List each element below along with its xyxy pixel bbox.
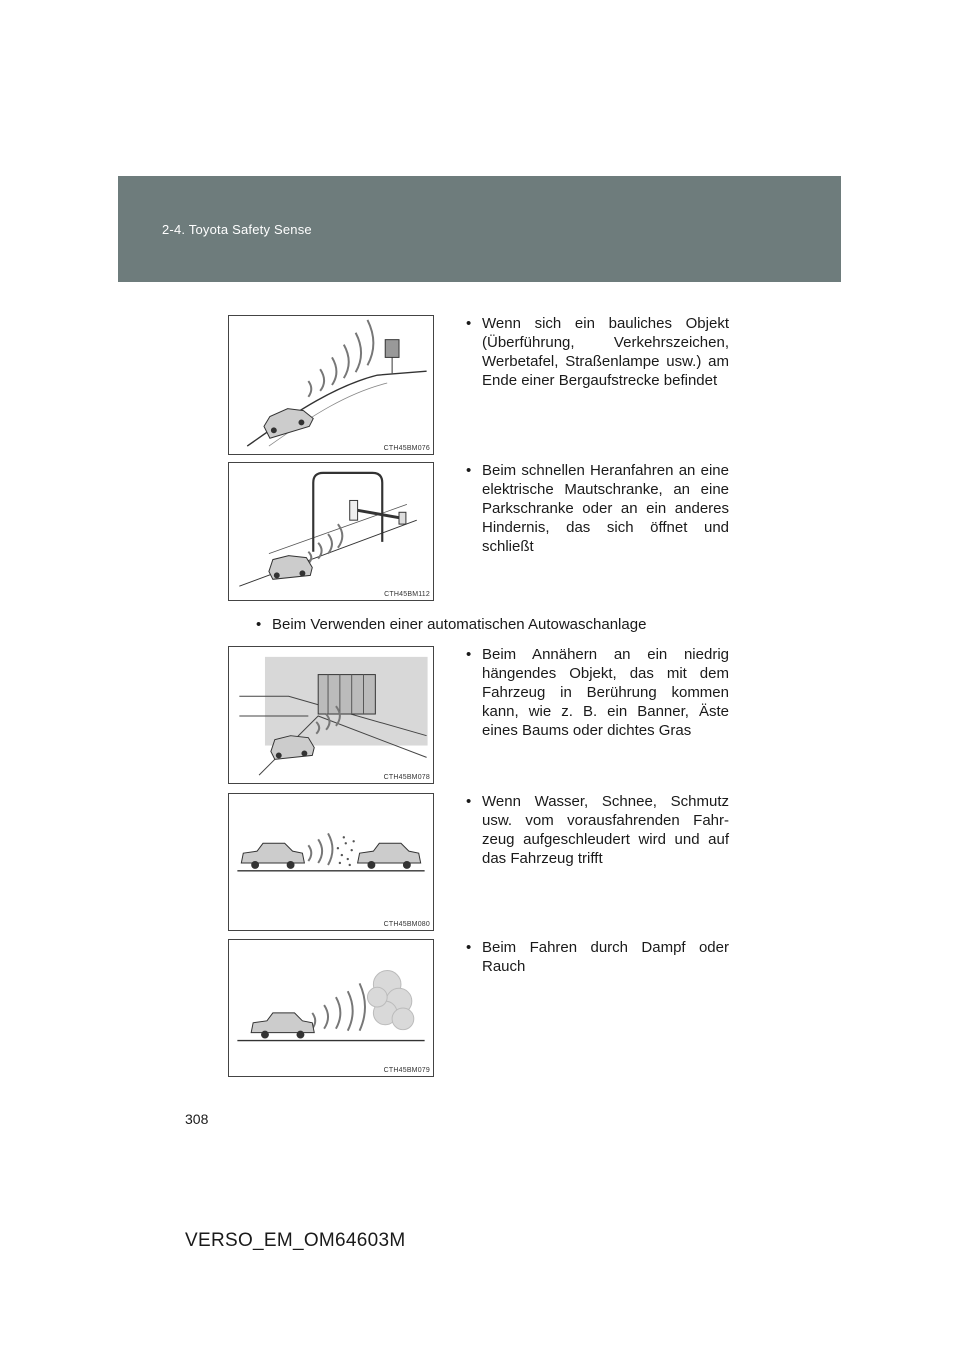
illustration-low-hanging: [229, 647, 433, 783]
figure-smoke: [228, 939, 434, 1077]
bullet-text: • Wenn Wasser, Schnee, Schmutz usw. vom vorausfahrenden Fahr-zeug aufgeschleudert wird und auf das Fahrzeug trifft: [466, 792, 729, 868]
figure-spray: [228, 793, 434, 931]
bullet-text-wide: • Beim Verwenden einer automatischen Autowaschanlage: [256, 615, 646, 634]
figure-uphill-sign: [228, 315, 434, 455]
figure-low-hanging: [228, 646, 434, 784]
figure-code: CTH45BM076: [383, 445, 430, 452]
figure-barrier: [228, 462, 434, 601]
bullet-text: • Beim schnellen Heranfahren an eine elektrische Mautschranke, an eine Parkschranke oder an ein anderes Hindernis, das sich öffnet und schließt: [466, 461, 729, 556]
bullet-text: • Wenn sich ein bauliches Objekt (Überführung, Verkehrszeichen, Werbetafel, Straßenlampe usw.) am Ende einer Bergaufstrecke befindet: [466, 314, 729, 390]
car-icon: [241, 843, 304, 869]
section-header-band: [118, 176, 841, 282]
figure-code: CTH45BM080: [383, 921, 430, 928]
section-title: 2-4. Toyota Safety Sense: [162, 222, 312, 237]
bullet-text: • Beim Annähern an ein niedrig hängendes Objekt, das mit dem Fahrzeug in Berührung kommen kann, wie z. B. ein Banner, Äste eines Baums oder dichtes Gras: [466, 645, 729, 740]
illustration-spray: [229, 794, 433, 930]
illustration-uphill: [229, 316, 433, 454]
figure-code: CTH45BM078: [383, 774, 430, 781]
car-icon: [251, 1013, 314, 1039]
car-icon: [271, 736, 314, 760]
bullet-text: • Beim Fahren durch Dampf oder Rauch: [466, 938, 729, 976]
car-icon: [358, 843, 421, 869]
page-number: 308: [185, 1111, 209, 1127]
car-icon: [264, 409, 313, 439]
car-icon: [269, 556, 312, 580]
document-code: VERSO_EM_OM64603M: [185, 1230, 406, 1251]
figure-code: CTH45BM112: [384, 591, 430, 598]
illustration-barrier: [229, 463, 433, 600]
figure-code: CTH45BM079: [383, 1067, 430, 1074]
illustration-smoke: [229, 940, 433, 1076]
